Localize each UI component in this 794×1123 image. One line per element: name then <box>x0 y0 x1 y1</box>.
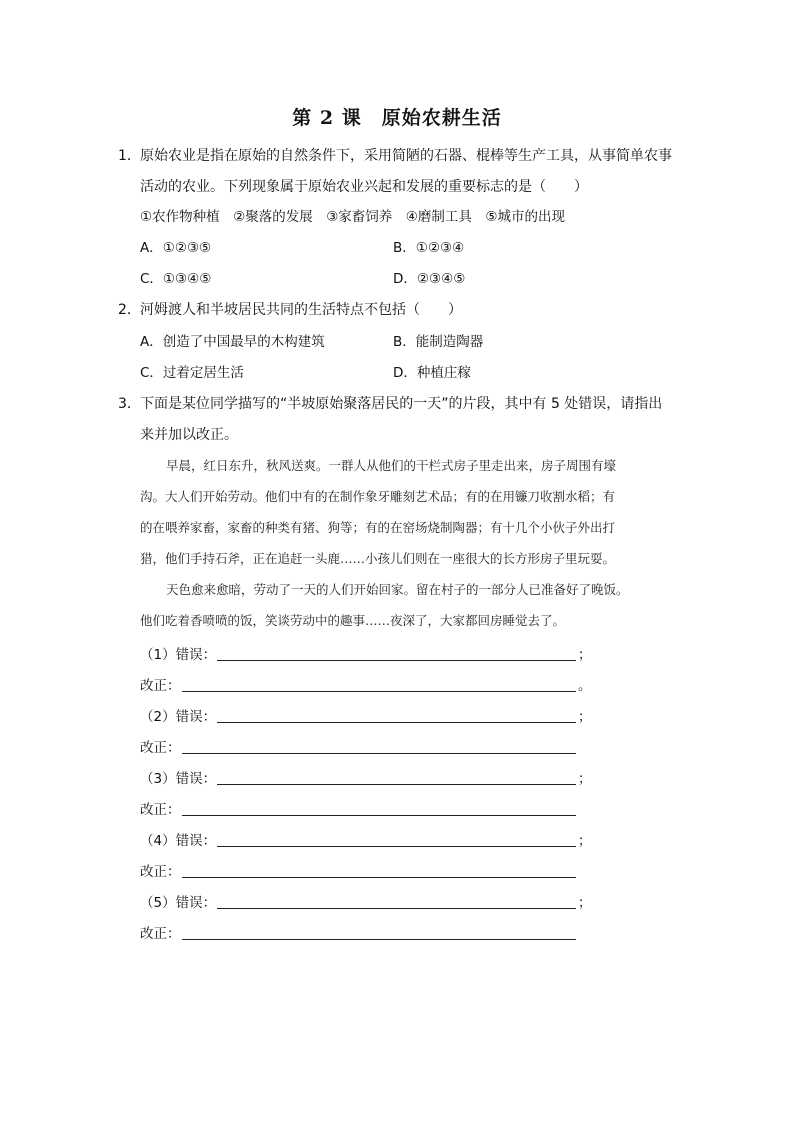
question-1-stem-line-2: 活动的农业。下列现象属于原始农业兴起和发展的重要标志的是（ ） <box>140 179 588 195</box>
error-3-end: ； <box>578 771 592 787</box>
error-2-blank[interactable] <box>217 722 576 723</box>
question-2-option-b[interactable]: B．能制造陶器 <box>393 334 484 350</box>
passage-line-3: 的在喂养家畜，家畜的种类有猪、狗等；有的在窑场烧制陶器；有十几个小伙子外出打 <box>140 520 616 535</box>
passage-line-1: 早晨，红日东升，秋风送爽。一群人从他们的干栏式房子里走出来，房子周围有壕 <box>166 458 617 473</box>
error-1-label: （1）错误： <box>140 647 217 663</box>
page-title: 第 2 课 原始农耕生活 <box>292 107 502 129</box>
question-2-option-c[interactable]: C．过着定居生活 <box>140 365 244 381</box>
passage-line-6: 他们吃着香喷喷的饭，笑谈劳动中的趣事……夜深了，大家都回房睡觉去了。 <box>140 613 566 628</box>
question-1-option-c[interactable]: C．①③④⑤ <box>140 271 212 287</box>
fix-1-label: 改正： <box>140 678 181 694</box>
passage-line-5: 天色愈来愈暗，劳动了一天的人们开始回家。留在村子的一部分人已准备好了晚饭。 <box>166 582 629 597</box>
error-1-end: ； <box>578 647 592 663</box>
question-1-option-a[interactable]: A．①②③⑤ <box>140 240 212 256</box>
question-2-line-1 <box>118 300 462 320</box>
fix-3-label: 改正： <box>140 802 181 818</box>
fix-3-blank[interactable] <box>182 815 576 816</box>
question-1-items: ①农作物种植 ②聚落的发展 ③家畜饲养 ④磨制工具 ⑤城市的出现 <box>140 209 566 225</box>
fix-5-label: 改正： <box>140 926 181 942</box>
error-2-label: （2）错误： <box>140 709 217 725</box>
question-3-number: 3． <box>118 396 141 412</box>
passage-line-2: 沟。大人们开始劳动。他们中有的在制作象牙雕刻艺术品；有的在用镰刀收割水稻；有 <box>140 489 616 504</box>
error-2-end: ； <box>578 709 592 725</box>
fix-4-blank[interactable] <box>182 877 576 878</box>
fix-2-blank[interactable] <box>182 753 576 754</box>
question-1-option-b[interactable]: B．①②③④ <box>393 240 465 256</box>
error-5-label: （5）错误： <box>140 895 217 911</box>
fix-2-label: 改正： <box>140 740 181 756</box>
error-4-blank[interactable] <box>217 846 576 847</box>
question-2-number: 2． <box>118 302 141 318</box>
error-4-label: （4）错误： <box>140 833 217 849</box>
fix-1-blank[interactable] <box>182 691 576 692</box>
error-3-label: （3）错误： <box>140 771 217 787</box>
question-3-stem-line-2: 来并加以改正。 <box>140 427 238 443</box>
passage-line-4: 猎，他们手持石斧，正在追赶一头鹿……小孩儿们则在一座很大的长方形房子里玩耍。 <box>140 551 616 566</box>
fix-5-blank[interactable] <box>182 939 576 940</box>
question-3-line-1 <box>118 394 662 414</box>
error-1-blank[interactable] <box>217 660 576 661</box>
fix-1-end: 。 <box>578 678 592 694</box>
question-2-option-d[interactable]: D．种植庄稼 <box>393 365 471 381</box>
question-1-line-1 <box>118 146 672 166</box>
question-1-stem-line-1: 原始农业是指在原始的自然条件下，采用简陋的石器、棍棒等生产工具，从事简单农事 <box>140 148 672 164</box>
question-3-stem-line-1: 下面是某位同学描写的“半坡原始聚落居民的一天”的片段，其中有 5 处错误，请指出 <box>140 396 663 412</box>
fix-4-label: 改正： <box>140 864 181 880</box>
question-2-stem: 河姆渡人和半坡居民共同的生活特点不包括（ ） <box>140 302 462 318</box>
question-2-option-a[interactable]: A．创造了中国最早的木构建筑 <box>140 334 325 350</box>
question-1-number: 1． <box>118 148 141 164</box>
error-3-blank[interactable] <box>217 784 576 785</box>
error-4-end: ； <box>578 833 592 849</box>
error-5-end: ； <box>578 895 592 911</box>
question-1-option-d[interactable]: D．②③④⑤ <box>393 271 466 287</box>
error-5-blank[interactable] <box>217 908 576 909</box>
